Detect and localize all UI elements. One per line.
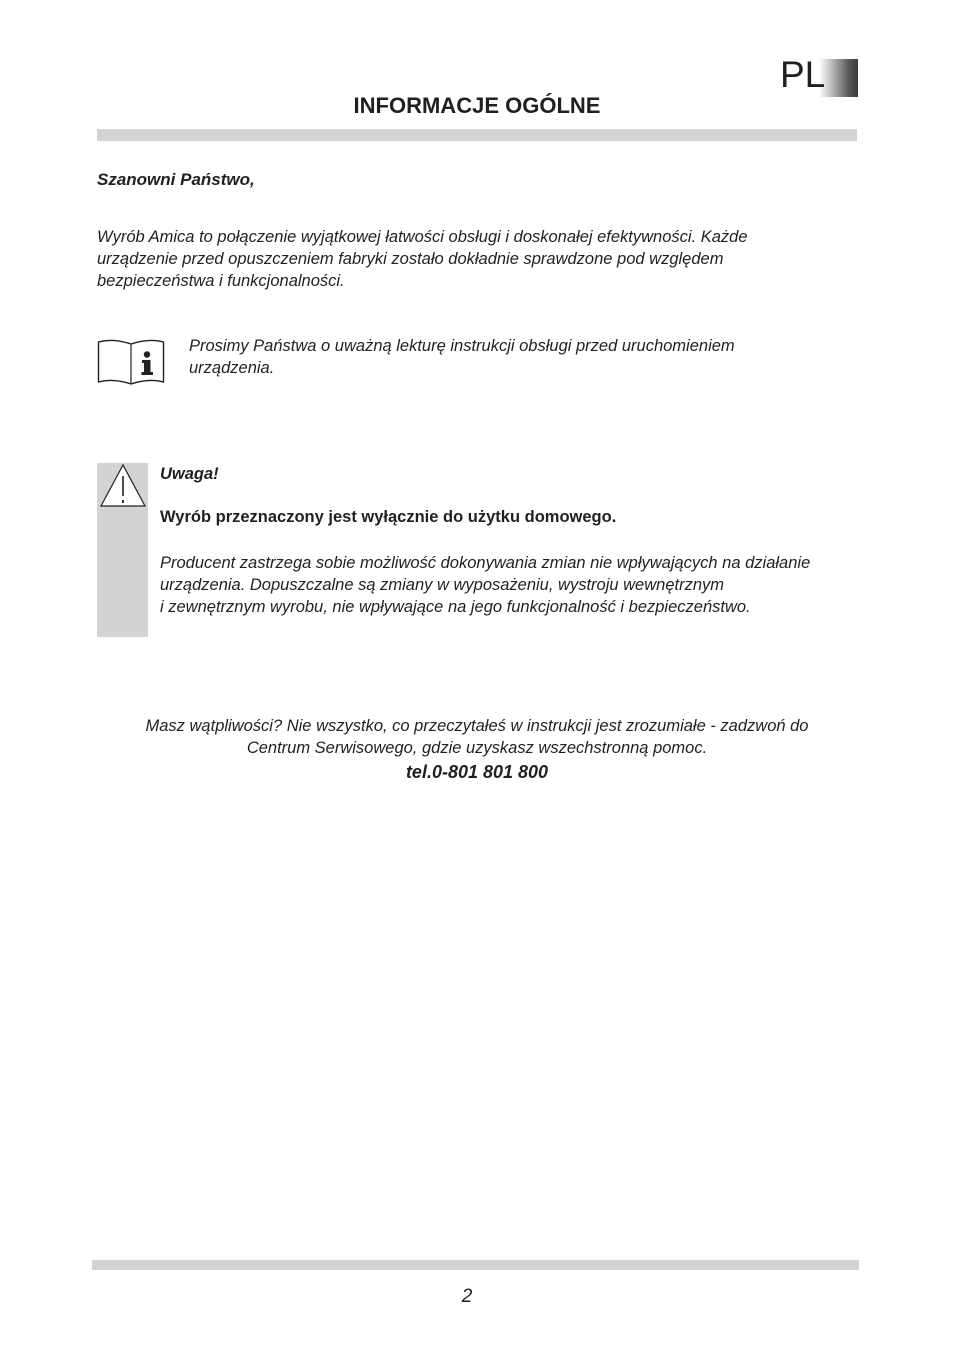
info-note-line: Prosimy Państwa o uważną lekturę instrukcji obsługi przed uruchomieniem	[189, 337, 735, 355]
page-title: INFORMACJE OGÓLNE	[353, 93, 601, 118]
warning-heading: Uwaga!	[160, 465, 219, 483]
help-paragraph	[0, 715, 954, 759]
language-code: PL	[780, 54, 826, 95]
salutation: Szanowni Państwo,	[97, 170, 255, 189]
header-divider	[97, 129, 857, 141]
help-phone-number: tel.0-801 801 800	[405, 762, 549, 782]
info-note-line: urządzenia.	[189, 359, 275, 377]
warning-bold-line: Wyrób przeznaczony jest wyłącznie do użytku domowego.	[160, 508, 617, 526]
intro-paragraph	[97, 226, 857, 292]
info-note-text	[189, 335, 849, 379]
intro-line: Wyrób Amica to połączenie wyjątkowej łatwości obsługi i doskonałej efektywności. Każde	[97, 228, 748, 246]
warning-line: urządzenia. Dopuszczalne są zmiany w wyposażeniu, wystroju wewnętrznym	[160, 576, 724, 594]
warning-line: i zewnętrznym wyrobu, nie wpływające na jego funkcjonalność i bezpieczeństwo.	[160, 598, 751, 616]
intro-line: urządzenie przed opuszczeniem fabryki zostało dokładnie sprawdzone pod względem	[97, 250, 724, 268]
warning-body	[160, 552, 870, 618]
warning-triangle-icon	[99, 463, 147, 508]
page-number: 2	[461, 1286, 473, 1307]
help-line: Masz wątpliwości? Nie wszystko, co przeczytałeś w instrukcji jest zrozumiałe - zadzwoń do	[145, 717, 809, 735]
warning-line: Producent zastrzega sobie możliwość dokonywania zmian nie wpływających na działanie	[160, 554, 811, 572]
help-line: Centrum Serwisowego, gdzie uzyskasz wszechstronną pomoc.	[246, 739, 708, 757]
footer-divider	[92, 1260, 859, 1270]
info-book-icon	[97, 338, 165, 386]
intro-line: bezpieczeństwa i funkcjonalności.	[97, 272, 345, 290]
